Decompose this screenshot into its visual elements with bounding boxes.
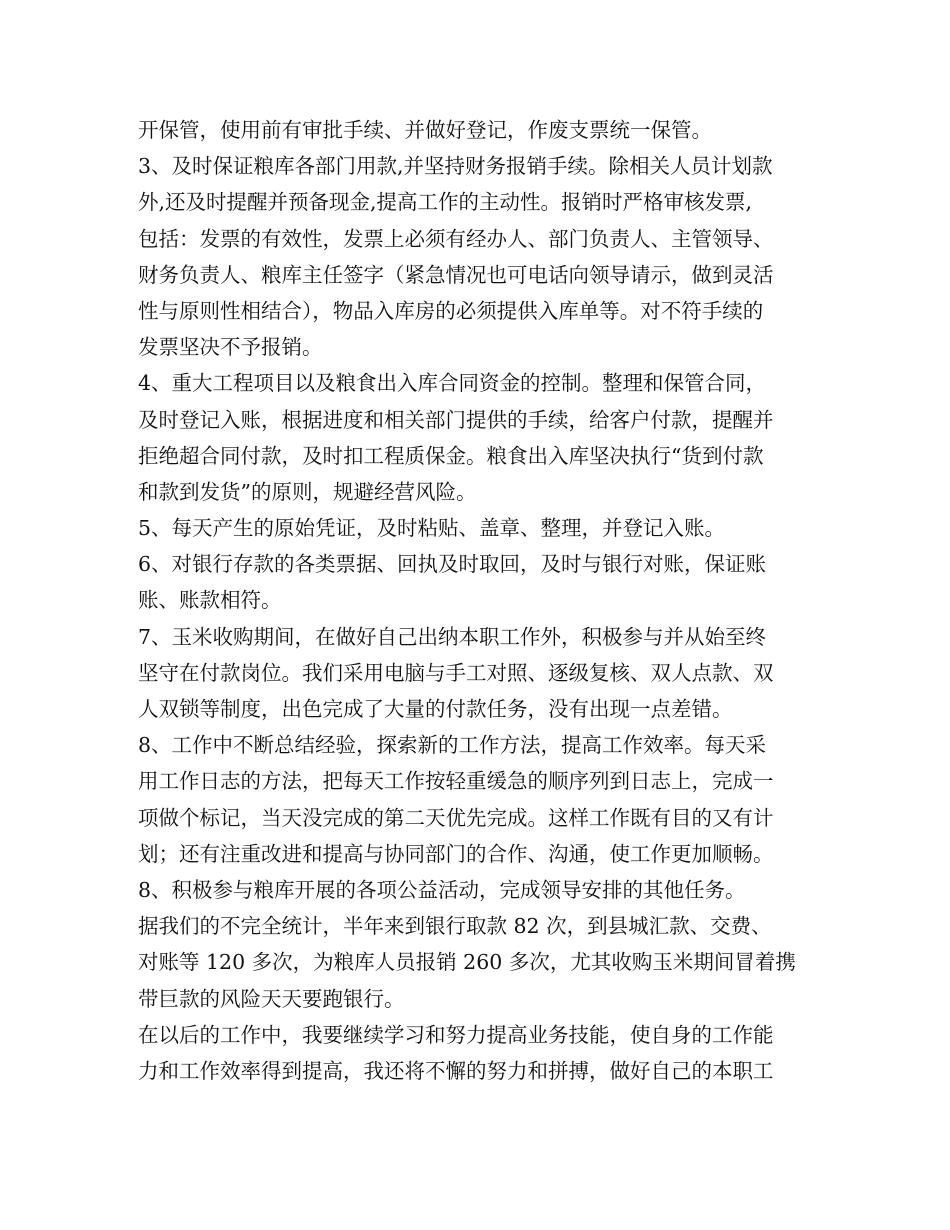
text-line: 发票坚决不予报销。 (138, 335, 323, 360)
text-line: 8、积极参与粮库开展的各项公益活动，完成领导安排的其他任务。 (138, 877, 746, 902)
text-line: 7、玉米收购期间，在做好自己出纳本职工作外，积极参与并从始至终 (138, 624, 767, 649)
text-line: 8、工作中不断总结经验，探索新的工作方法，提高工作效率。每天采 (138, 733, 767, 758)
text-line: 6、对银行存款的各类票据、回执及时取回，及时与银行对账，保证账 (138, 552, 767, 577)
text-line: 人双锁等制度，出色完成了大量的付款任务，没有出现一点差错。 (138, 697, 733, 721)
text-line: 4、重大工程项目以及粮食出入库合同资金的控制。整理和保管合同， (138, 371, 767, 396)
text-line: 拒绝超合同付款，及时扣工程质保金。粮食出入库坚决执行“货到付款 (138, 443, 764, 468)
text-line: 包括：发票的有效性，发票上必须有经办人、部门负责人、主管领导、 (138, 226, 774, 251)
text-line: 用工作日志的方法，把每天工作按轻重缓急的顺序列到日志上，完成一 (138, 769, 774, 794)
text-line: 和款到发货”的原则，规避经营风险。 (138, 479, 477, 504)
text-line: 带巨款的风险天天要跑银行。 (138, 986, 405, 1011)
text-line: 在以后的工作中，我要继续学习和努力提高业务技能，使自身的工作能 (138, 1022, 774, 1047)
text-line: 力和工作效率得到提高，我还将不懈的努力和拼搏，做好自己的本职工 (138, 1058, 774, 1083)
text-line: 3、及时保证粮库各部门用款,并坚持财务报销手续。除相关人员计划款 (138, 154, 773, 179)
text-line: 坚守在付款岗位。我们采用电脑与手工对照、逐级复核、双人点款、双 (138, 660, 774, 685)
text-line: 及时登记入账，根据进度和相关部门提供的手续，给客户付款，提醒并 (138, 407, 774, 432)
text-line: 外,还及时提醒并预备现金,提高工作的主动性。报销时严格审核发票, (138, 190, 753, 215)
text-line: 财务负责人、粮库主任签字（紧急情况也可电话向领导请示，做到灵活 (138, 262, 774, 287)
text-line: 性与原则性相结合），物品入库房的必须提供入库单等。对不符手续的 (138, 298, 764, 323)
text-line: 对账等 120 多次，为粮库人员报销 260 多次，尤其收购玉米期间冒着携 (138, 950, 796, 975)
text-line: 5、每天产生的原始凭证，及时粘贴、盖章、整理，并登记入账。 (138, 516, 726, 541)
text-line: 账、账款相符。 (138, 588, 282, 613)
document-body (138, 112, 818, 1089)
text-line: 划；还有注重改进和提高与协同部门的合作、沟通，使工作更加顺畅。 (138, 841, 774, 866)
text-line: 项做个标记，当天没完成的第二天优先完成。这样工作既有目的又有计 (138, 805, 774, 830)
text-line: 据我们的不完全统计，半年来到银行取款 82 次，到县城汇款、交费、 (138, 914, 772, 939)
text-line: 开保管，使用前有审批手续、并做好登记，作废支票统一保管。 (138, 118, 712, 142)
